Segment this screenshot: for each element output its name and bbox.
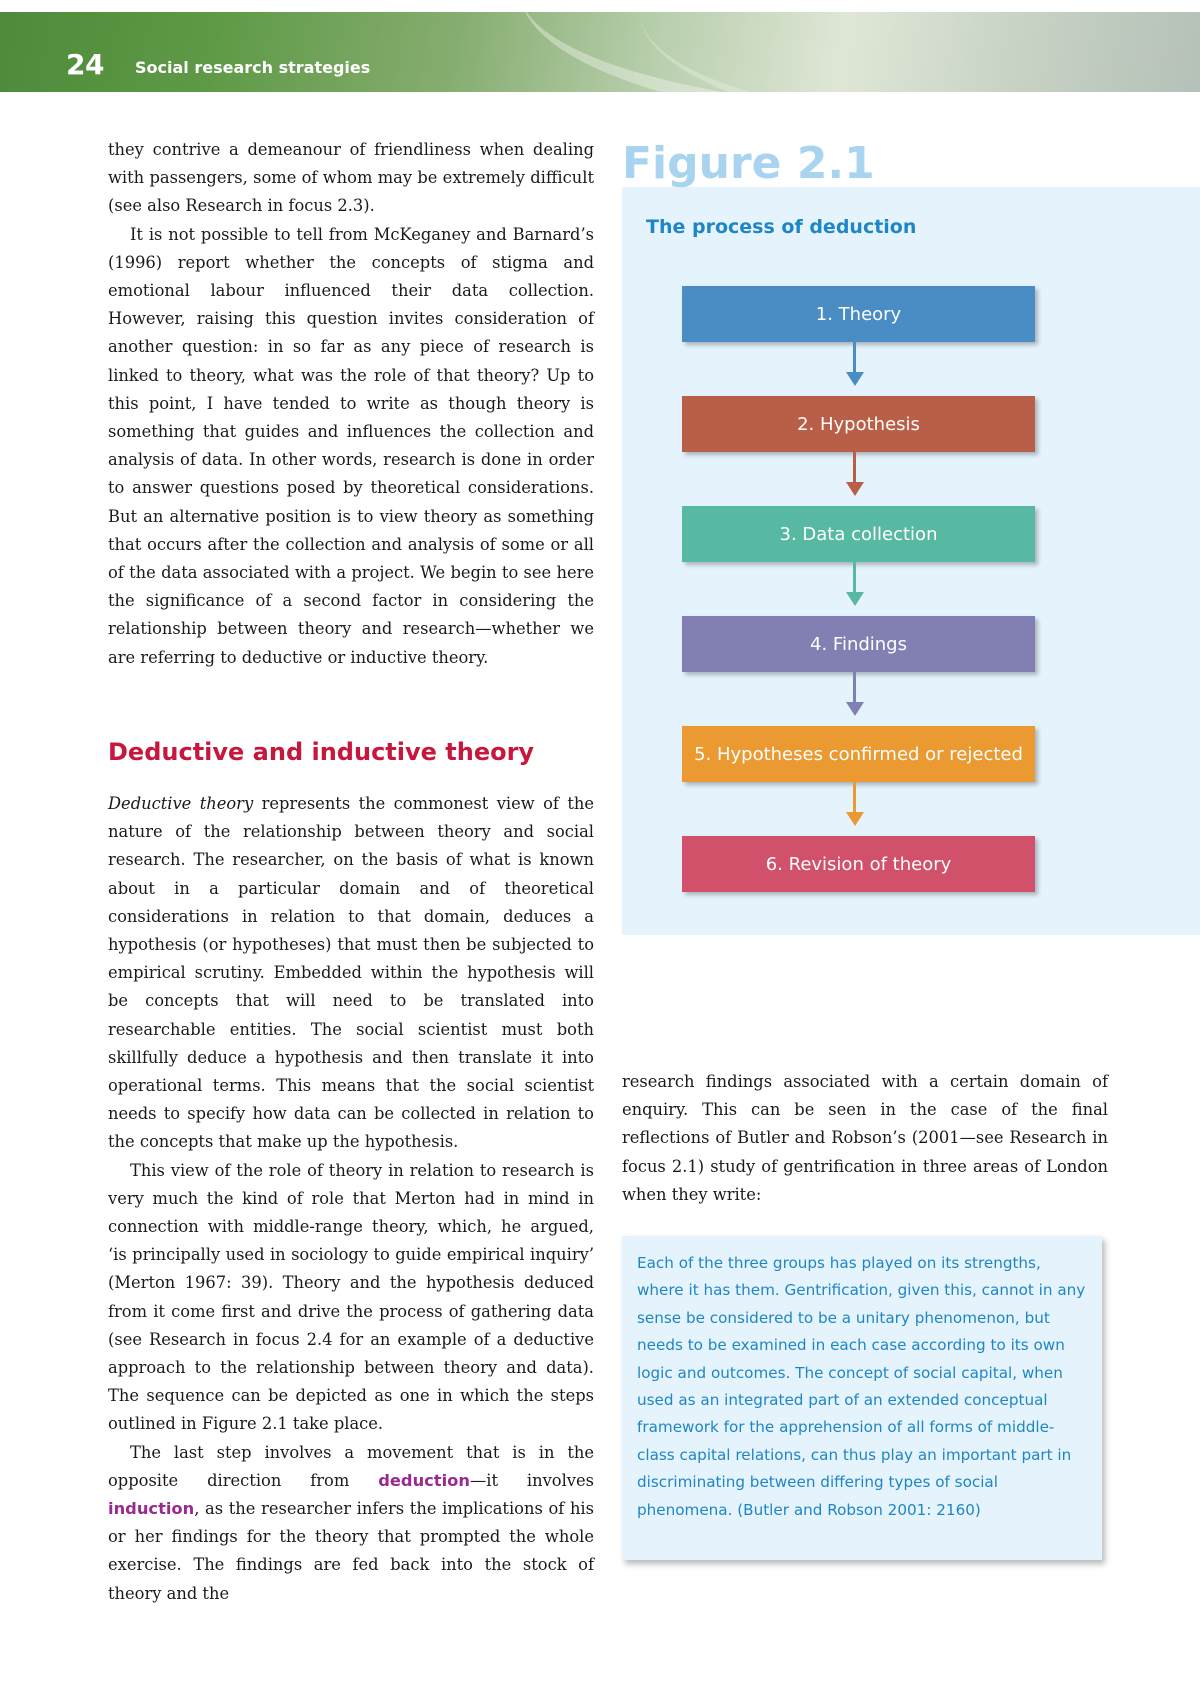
paragraph-text: , as the researcher infers the implications of his or her findings for the theory that prompted the whole exercise. The findings are fed back into the stock of theory and the (108, 1499, 594, 1603)
paragraph-text: represents the commonest view of the nature of the relationship between theory and social research. The researcher, on the basis of what is known about in a particular domain and of theoretical considerations in relation to that domain, deduces a hypothesis (or hypotheses) that must then be subjected to empirical scrutiny. Embedded within the hypothesis will be concepts that will need to be translated into researchable entities. The social scientist must both skillfully deduce a hypothesis and then translate it into operational terms. This means that the social scientist needs to specify how data can be collected in relation to the concepts that make up the hypothesis. (108, 794, 594, 1152)
flow-step-label: 5. Hypotheses confirmed or rejected (694, 743, 1023, 765)
glossary-link-induction[interactable]: induction (108, 1499, 195, 1519)
paragraph: research findings associated with a certain domain of enquiry. This can be seen in the case of the final reflections of Butler and Robson’s (2001—see Research in focus 2.1) study of gentrification in three areas of London when they write: (622, 1072, 1108, 1204)
section-heading: Deductive and inductive theory (108, 738, 535, 766)
paragraph (108, 1439, 594, 1608)
flow-step (682, 286, 1035, 342)
paragraph-text: —it involves (469, 1470, 594, 1490)
page-number: 24 (66, 48, 104, 81)
paragraph (108, 790, 594, 1157)
header-decoration (640, 12, 1200, 92)
body-text-right (622, 1068, 1108, 1209)
running-head: Social research strategies (135, 58, 371, 77)
flow-step (682, 726, 1035, 782)
flow-step (682, 396, 1035, 452)
term-deductive-theory: Deductive theory (108, 794, 254, 813)
flow-arrow (852, 782, 858, 826)
paragraph: This view of the role of theory in relation to research is very much the kind of role that Merton had in mind in connection with middle-range theory, which, he argued, ‘is principally used in sociology to guide empirical inquiry’ (Merton 1967: 39). Theory and the hypothesis deduced from it come first and drive the process of gathering data (see Research in focus 2.4 for an example of a deductive approach to the relationship between theory and data). The sequence can be depicted as one in which the steps outlined in Figure 2.1 take place. (108, 1160, 594, 1434)
paragraph: It is not possible to tell from McKeganey and Barnard’s (1996) report whether the concepts of stigma and emotional labour influenced their data collection. However, raising this question invites consideration of another question: in so far as any piece of research is linked to theory, what was the role of that theory? Up to this point, I have tended to write as though theory is something that guides and influences the collection and analysis of data. In other words, research is done in order to answer questions posed by theoretical considerations. But an alternative position is to view theory as something that occurs after the collection and analysis of some or all of the data associated with a project. We begin to see here the significance of a second factor in considering the relationship between theory and research—whether we are referring to deductive or inductive theory. (108, 224, 594, 667)
flow-step-label: 4. Findings (810, 633, 907, 655)
flow-step-label: 3. Data collection (779, 523, 938, 545)
quotation-box (622, 1236, 1102, 1560)
flow-step-label: 6. Revision of theory (765, 853, 952, 875)
paragraph-text: The last step involves a movement that is in the opposite direction from (108, 1442, 594, 1490)
flow-arrow (852, 562, 858, 606)
flow-arrow (852, 452, 858, 496)
flow-step (682, 506, 1035, 562)
flow-step-label: 2. Hypothesis (797, 413, 920, 435)
flow-step (682, 616, 1035, 672)
body-text-top (108, 136, 594, 672)
flow-step (682, 836, 1035, 892)
figure-label: Figure 2.1 (622, 138, 875, 189)
page-header (0, 12, 1200, 92)
flow-arrow (852, 672, 858, 716)
flow-step-label: 1. Theory (815, 303, 902, 325)
figure-subtitle: The process of deduction (646, 216, 917, 238)
quotation-text: Each of the three groups has played on its strengths, where it has them. Gentrification, given this, cannot in any sense be considered to be a unitary phenomenon, but needs to be examined in each case according to its own logic and outcomes. The concept of social capital, when used as an integrated part of an extended conceptual framework for the apprehension of all forms of middle-class capital relations, can thus play an important part in discriminating between differing types of social phenomena. (Butler and Robson 2001: 2160) (637, 1254, 1086, 1519)
paragraph: they contrive a demeanour of friendliness when dealing with passengers, some of whom may be extremely difficult (see also Research in focus 2.3). (108, 140, 594, 216)
body-text-section (108, 790, 594, 1608)
glossary-link-deduction[interactable]: deduction (378, 1470, 470, 1490)
flow-arrow (852, 342, 858, 386)
